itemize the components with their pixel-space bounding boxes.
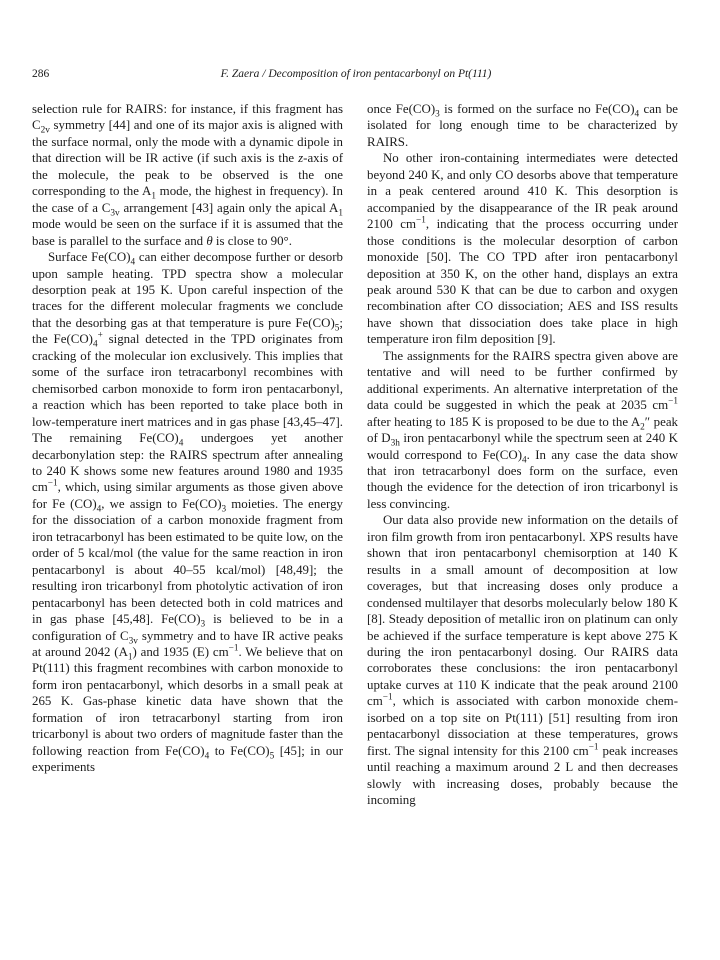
running-head: F. Zaera / Decomposition of iron pentacarbonyl on Pt(111) [220,68,492,80]
page-number: 286 [32,68,50,80]
paragraph: once $Fe(CO)_3$ is formed on the surface no $Fe(CO)_4$ can be isolated for long enough time to be characterized by RAIRS. [367,102,678,149]
paragraph: Surface $Fe(CO)_4$ can either decompose further or desorb upon sample heating. TPD spectra show a molecular desorption peak at 195 K. Upon careful inspection of the traces for the different molecular fragments we conclude that the desorbing gas at that temperature is pure $Fe(CO)_5$; the $Fe(CO)_4^+$ signal detected in the TPD originates from cracking of the molecular ion exclusively. This implies that some of the surface iron tetracarbonyl recombines with chemisorbed carbon monoxide to form iron pentacarbonyl, a reaction which has been reported to take place both in low-temperature inert matrices and in gas phase [43,45–47]. The remaining $Fe(CO)_4$ undergoes yet another decarbonylation step: the RAIRS spectrum after annealing to 240 K shows some new features around 1980 and 1935 $cm^{-1}$, which, using similar arguments as those given above for Fe $(CO)_4$, we assign to $Fe(CO)_3$ moieties. The energy for the dissociation of a carbon monoxide fragment from iron tetracarbonyl has been estimated to be quite low, on the order of 5 kcal/mol (the value for the same reaction in iron pentacarbonyl is about 40–55 kcal/mol) [48,49]; the resulting iron tricarbonyl from photolytic activation of iron pentacarbonyl has been detected both in cold matrices and in gas phase [45,48]. $Fe(CO)_3$ is believed to be in a configuration of $C_{3v}$ symmetry and to have IR active peaks at around 2042 $(A_1)$ and 1935 (E) $cm^{-1}$. We believe that on Pt(111) this fragment recombines with carbon monoxide to form iron pentacarbonyl, which desorbs in a small peak at 265 K. Gas-phase kinetic data have shown that the formation of iron tetracarbonyl starting from iron tricarbonyl is about two orders of magnitude faster than the following reaction from $Fe(CO)_4$ to $Fe(CO)_5$ [45]; in our experiments [32,250,344,775]
right-column [367,101,678,808]
left-column [32,101,343,776]
page-header [32,68,680,84]
paragraph: No other iron-containing intermediates were detected beyond 240 K, and only CO desorbs above that temperature in a peak centered around 410 K. This desorption is accompanied by the disappearance of the IR peak around 2100 $cm^{-1}$, indicating that the process occurring under those conditions is the molecular desorption of carbon monoxide [50]. The CO TPD after iron pentacarbonyl deposition at 350 K, on the other hand, displays an extra peak around 530 K that can be due to carbon and oxygen recombination after CO dissociation; AES and ISS results have shown that dissociation does take place in high temperature iron film deposition [9]. [367,151,678,347]
paragraph: The assignments for the RAIRS spectra given above are tentative and will need to be further confirmed by additional experiments. An alternative interpretation of the data could be suggested in which the peak at 2035 $cm^{-1}$ after heating to 185 K is proposed to be due to the $A_2''$ peak of $D_{3h}$ iron pentacarbonyl while the spectrum seen at 240 K would correspond to $Fe(CO)_4$. In any case the data show that iron tetracarbonyl does form on the surface, even though the evidence for the detection of iron tricarbonyl is less convincing. [367,348,678,511]
paragraph: selection rule for RAIRS: for instance, if this fragment has $C_{2v}$ symmetry [44] and one of its major axis is aligned with the surface normal, only the mode with a dynamic dipole in that direction will be IR active (if such axis is the z-axis of the molecule, the peak to be observed is the one corresponding to the $A_1$ mode, the highest in frequency). In the case of a $C_{3v}$ arrangement [43] again only the apical $A_1$ mode would be seen on the surface if it is assumed that the base is parallel to the surface and θ is close to 90°. [32,102,343,248]
paragraph: Our data also provide new information on the details of iron film growth from iron pentacarbonyl. XPS results have shown that iron pentacarbonyl chemisorption at 140 K results in a small amount of decomposition at low coverages, but that increasing doses only produce a condensed multilayer that desorbs molecularly below 180 K [8]. Steady deposition of metallic iron on platinum can only be achieved if the surface temperature is kept above 275 K during the iron pentacarbonyl dosing. Our RAIRS data corroborates these conclusions: the iron pentacarbonyl uptake curves at 110 K indicate that the peak around 2100 $cm^{-1}$, which is associated with carbon monoxide chemisorbed on a top site on Pt(111) [51] resulting from iron pentacarbonyl dissociation at these temperatures, grows first. The signal intensity for this 2100 $cm^{-1}$ peak increases until reaching a maximum around 2 L and then decreases slowly with increasing doses, probably because the incoming [367,513,678,808]
